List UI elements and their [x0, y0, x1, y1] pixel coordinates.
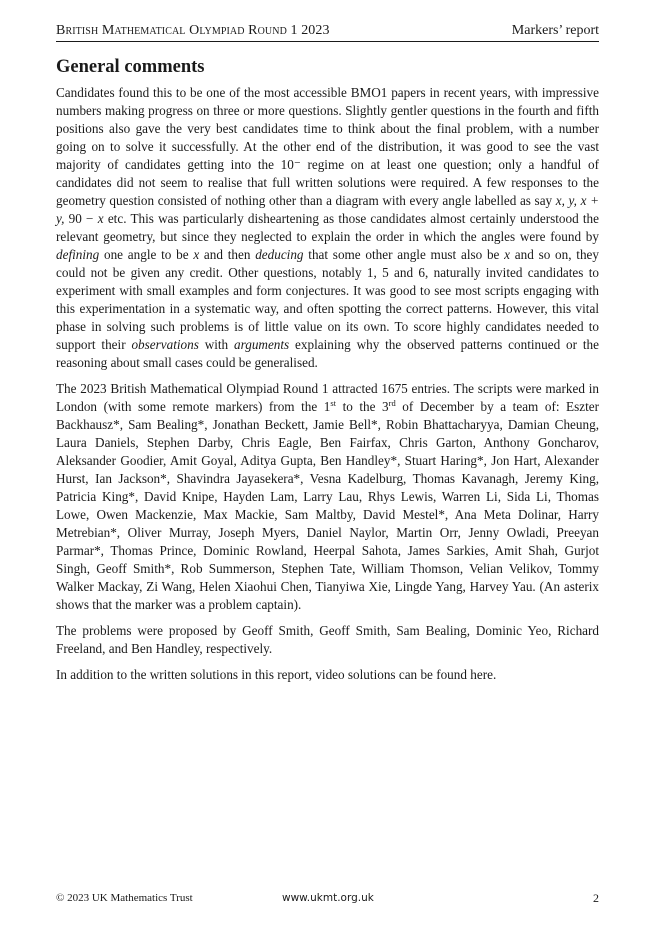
emphasis: deducing — [255, 247, 304, 262]
header-rule — [56, 41, 599, 42]
footer-page-number: 2 — [593, 891, 599, 905]
math-var: x — [504, 247, 511, 262]
emphasis: defining — [56, 247, 100, 262]
math-var: x — [193, 247, 200, 262]
paragraph-general-comments: Candidates found this to be one of the most accessible BMO1 papers in recent years, with impressive numbers making progress on three or more questions. Slightly gentler questions in the fourth and fifth positions also gave the very best candidates time to think about the final problem, with a number going on to solve it successfully. At the other end of the distribution, it was good to see the vast majority of candidates getting into the 10⁻ regime on at least one question; only a handful of candidates did not seem to realise that full written solutions were required. A few responses to the geometry question consisted of nothing other than a diagram with every angle labelled as say x, y, x + y, 90 − x etc. This was particularly disheartening as those candidates almost certainly understood the relevant geometry, but since they neglected to explain the order in which the angles were found by defining one angle to be x and then deducing that some other angle must also be x and so on, they could not be given any credit. Other questions, notably 1, 5 and 6, naturally invited candidates to experiment with small examples and form conjectures. It was good to see most scripts engaging with this experimentation in a systematic way, and often spotting the correct patterns. However, this vital phase in solving such problems is of little value on its own. To score highly candidates needed to support their observations with arguments explaining why the observed patterns continued or the reasoning about small cases could be generalised. — [56, 85, 599, 370]
paragraph-video-solutions: In addition to the written solutions in this report, video solutions can be found here. — [56, 667, 497, 682]
emphasis: observations — [131, 337, 199, 352]
header-title: British Mathematical Olympiad Round 1 2023 — [56, 23, 330, 38]
emphasis: arguments — [234, 337, 290, 352]
ordinal-suffix: rd — [388, 398, 396, 408]
math-var: x — [97, 211, 104, 226]
ordinal-suffix: st — [330, 398, 337, 408]
header-report-label: Markers’ report — [511, 23, 599, 38]
report-body — [56, 84, 599, 692]
running-header — [56, 23, 599, 39]
paragraph-problem-proposers: The problems were proposed by Geoff Smith, Geoff Smith, Sam Bealing, Dominic Yeo, Richard Freeland, and Ben Handley, respectively. — [56, 623, 599, 656]
math-var: x, y, x + y, — [56, 193, 599, 226]
footer-copyright: © 2023 UK Mathematics Trust — [56, 892, 193, 904]
paragraph-markers-list: The 2023 British Mathematical Olympiad Round 1 attracted 1675 entries. The scripts were marked in London (with some remote markers) from the 1st to the 3rd of December by a team of: Eszter Backhausz*, Sam Bealing*, Jonathan Beckett, Jamie Bell*, Robin Bhattacharyya, Damian Cheung, Laura Daniels, Stephen Darby, Chris Eagle, Ben Fairfax, Chris Garton, Anthony Goncharov, Aleksander Goodier, Amit Goyal, Aditya Gupta, Ben Handley*, Stuart Haring*, Jon Hart, Alexander Hurst, Ian Jackson*, Shavindra Jayasekera*, Vesna Kadelburg, Thomas Kavanagh, Jeremy King, Patricia King*, David Knipe, Hayden Lam, Larry Lau, Rhys Lewis, Warren Li, Sida Li, Thomas Lowe, Owen Mackenzie, Max Mackie, Sam Maltby, David Mestel*, Ana Meta Dolinar, Harry Metrebian*, Oliver Murray, Joseph Myers, Daniel Naylor, Martin Orr, Jenny Owladi, Preeyan Parmar*, Thomas Prince, Dominic Rowland, Heerpal Sahota, James Sarkies, Amit Shah, Gurjot Singh, Geoff Smith*, Rob Summerson, Stephen Tate, William Thomson, Velian Velikov, Tommy Walker Mackay, Zi Wang, Helen Xiaohui Chen, Tianyiwa Xie, Lingde Yang, Harvey Yau. (An asterix shows that the marker was a problem captain). — [56, 381, 600, 612]
section-heading: General comments — [56, 57, 205, 77]
footer-website-link[interactable]: www.ukmt.org.uk — [282, 892, 374, 904]
